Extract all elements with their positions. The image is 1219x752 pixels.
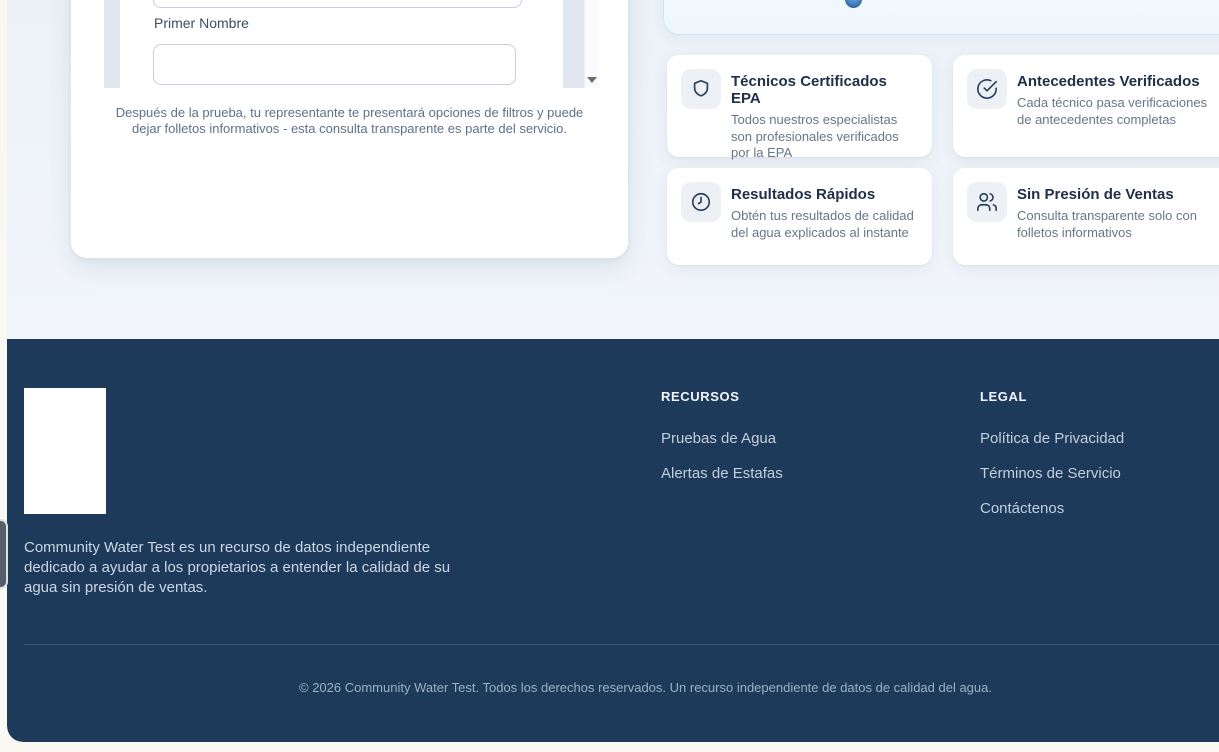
form-input-partial[interactable]: [153, 0, 522, 8]
link-terms-of-service[interactable]: Términos de Servicio: [980, 465, 1121, 482]
app-surface: [7, 0, 1219, 742]
users-icon: [967, 182, 1007, 222]
link-contact-us[interactable]: Contáctenos: [980, 500, 1065, 517]
footer-divider: [24, 644, 1219, 645]
link-privacy-policy[interactable]: Política de Privacidad: [980, 430, 1125, 447]
feature-card-no-sales-pressure: [953, 168, 1219, 265]
feature-description: Consulta transparente solo con folletos informativos: [1017, 208, 1197, 240]
feature-description: Obtén tus resultados de calidad del agua explicados al instante: [731, 208, 914, 240]
feature-title: Técnicos Certificados EPA: [731, 73, 887, 107]
footer-legal-column: [980, 389, 1124, 535]
link-water-tests[interactable]: Pruebas de Agua: [661, 430, 777, 447]
feature-card-fast-results: [667, 168, 932, 265]
scroll-down-arrow-icon[interactable]: [587, 77, 597, 83]
form-disclaimer: Después de la prueba, tu representante te presentará opciones de filtros y puede dejar folletos informativos - esta consulta transparente es parte del servicio.: [115, 105, 584, 136]
footer-logo: [24, 388, 106, 514]
shield-icon: [681, 69, 721, 109]
footer: [7, 339, 1219, 742]
footer-resources-column: [661, 389, 783, 500]
circle-check-icon: [967, 69, 1007, 109]
clock-icon: [681, 182, 721, 222]
feature-description: Cada técnico pasa verificaciones de antecedentes completas: [1017, 95, 1208, 127]
resources-heading: RECURSOS: [661, 389, 740, 404]
side-widget-button[interactable]: [0, 519, 8, 589]
legal-heading: LEGAL: [980, 389, 1028, 404]
feature-card-background-checks: [953, 55, 1219, 157]
embedded-form-scroll-area[interactable]: [104, 0, 598, 88]
copyright-text: © 2026 Community Water Test. Todos los derechos reservados. Un recurso independiente de datos de calidad del agua.: [299, 680, 992, 695]
booking-form-card: [71, 0, 628, 258]
first-name-input[interactable]: [153, 44, 516, 85]
feature-title: Antecedentes Verificados: [1017, 73, 1200, 90]
feature-card-epa: [667, 55, 932, 160]
feature-title: Sin Presión de Ventas: [1017, 186, 1174, 203]
feature-description: Todos nuestros especialistas son profesionales verificados por la EPA: [731, 112, 899, 160]
footer-brand-description: Community Water Test es un recurso de datos independiente dedicado a ayudar a los propietarios a entender la calidad de su agua sin presión de ventas.: [24, 539, 451, 596]
link-scam-alerts[interactable]: Alertas de Estafas: [661, 465, 783, 482]
scrollbar[interactable]: [584, 0, 598, 88]
embedded-form: [120, 0, 563, 88]
first-name-label: Primer Nombre: [154, 15, 249, 31]
hero-card-bottom: [663, 0, 1219, 35]
feature-title: Resultados Rápidos: [731, 186, 876, 203]
